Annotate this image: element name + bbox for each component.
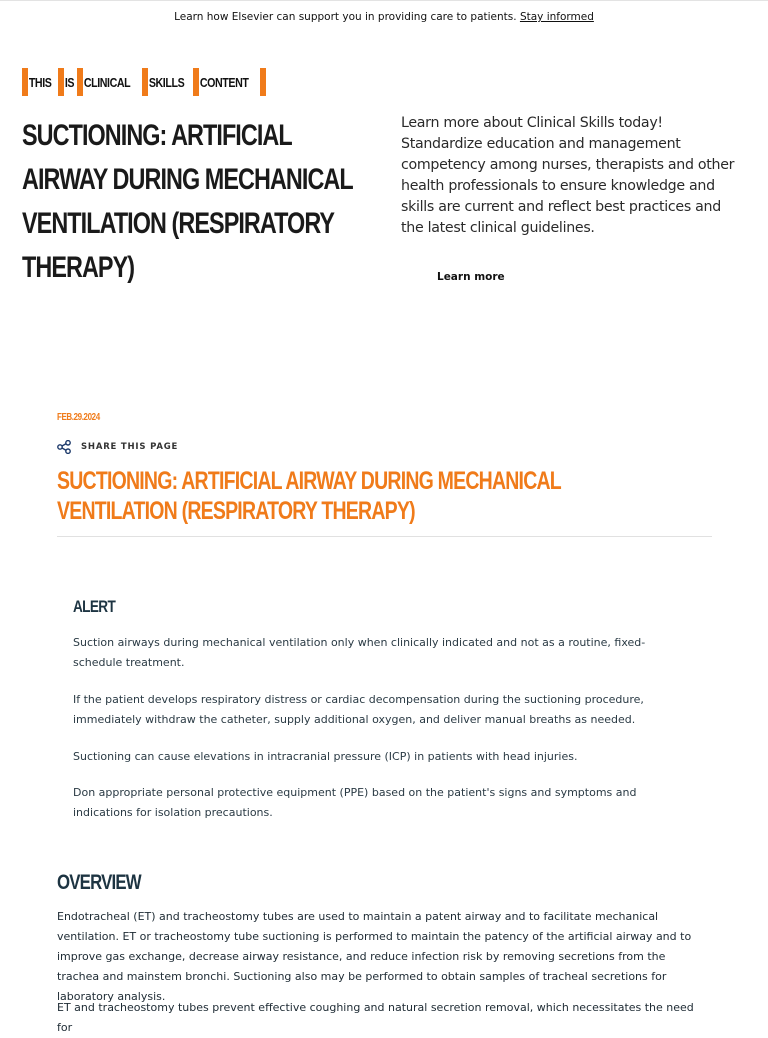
tag-bar: [142, 68, 148, 96]
article-date: FEB.29.2024: [57, 412, 100, 423]
overview-paragraph: Endotracheal (ET) and tracheostomy tubes are used to maintain a patent airway and to facilitate mechanical ventilation. ET or tracheostomy tube suctioning is performed to maintain the patency of the artificial airway and to improve gas exchange, decrease airway resistance, and reduce infection risk by removing secretions from the trachea and mainstem bronchi. Suctioning also may be performed to obtain samples of tracheal secretions for laboratory analysis.: [57, 910, 692, 1003]
title-divider: [57, 536, 712, 537]
tag-word: THIS: [28, 74, 52, 90]
tag-word: IS: [64, 74, 74, 90]
alert-heading: ALERT: [73, 597, 116, 616]
learn-more-link[interactable]: Learn more: [437, 271, 505, 283]
article-title: SUCTIONING: ARTIFICIAL AIRWAY DURING MECHANICAL VENTILATION (RESPIRATORY THERAPY): [57, 467, 561, 525]
announcement-text: Learn how Elsevier can support you in providing care to patients.: [174, 11, 517, 23]
share-page-button[interactable]: [57, 440, 178, 454]
stay-informed-link[interactable]: Stay informed: [519, 11, 594, 23]
tag-bar: [260, 68, 266, 96]
alert-item: Suctioning can cause elevations in intracranial pressure (ICP) in patients with head injuries.: [73, 750, 578, 763]
promo-text: Learn more about Clinical Skills today! Standardize education and management competency among nurses, therapists and other health professionals to ensure knowledge and skills are current and reflect best practices and the latest clinical guidelines.: [401, 115, 735, 236]
share-label: SHARE THIS PAGE: [81, 442, 179, 452]
overview-heading: OVERVIEW: [57, 871, 141, 894]
clinical-skills-tag: [22, 68, 266, 96]
announcement-bar: [0, 0, 768, 34]
alert-item: If the patient develops respiratory distress or cardiac decompensation during the suctioning procedure, immediately withdraw the catheter, supply additional oxygen, and deliver manual breaths as needed.: [73, 693, 644, 726]
hero-title: SUCTIONING: ARTIFICIAL AIRWAY DURING MECHANICAL VENTILATION (RESPIRATORY THERAPY): [22, 119, 353, 284]
overview-paragraph: ET and tracheostomy tubes prevent effective coughing and natural secretion removal, which necessitates the need for: [57, 1001, 694, 1034]
share-icon: [57, 440, 71, 454]
tag-word: CONTENT: [199, 74, 249, 90]
alert-item: Suction airways during mechanical ventilation only when clinically indicated and not as a routine, fixed-schedule treatment.: [73, 636, 646, 669]
tag-word: SKILLS: [148, 74, 184, 90]
alert-item: Don appropriate personal protective equipment (PPE) based on the patient's signs and symptoms and indications for isolation precautions.: [73, 786, 637, 819]
tag-word: CLINICAL: [83, 74, 131, 90]
tag-bar: [58, 68, 64, 96]
tag-bar: [193, 68, 199, 96]
